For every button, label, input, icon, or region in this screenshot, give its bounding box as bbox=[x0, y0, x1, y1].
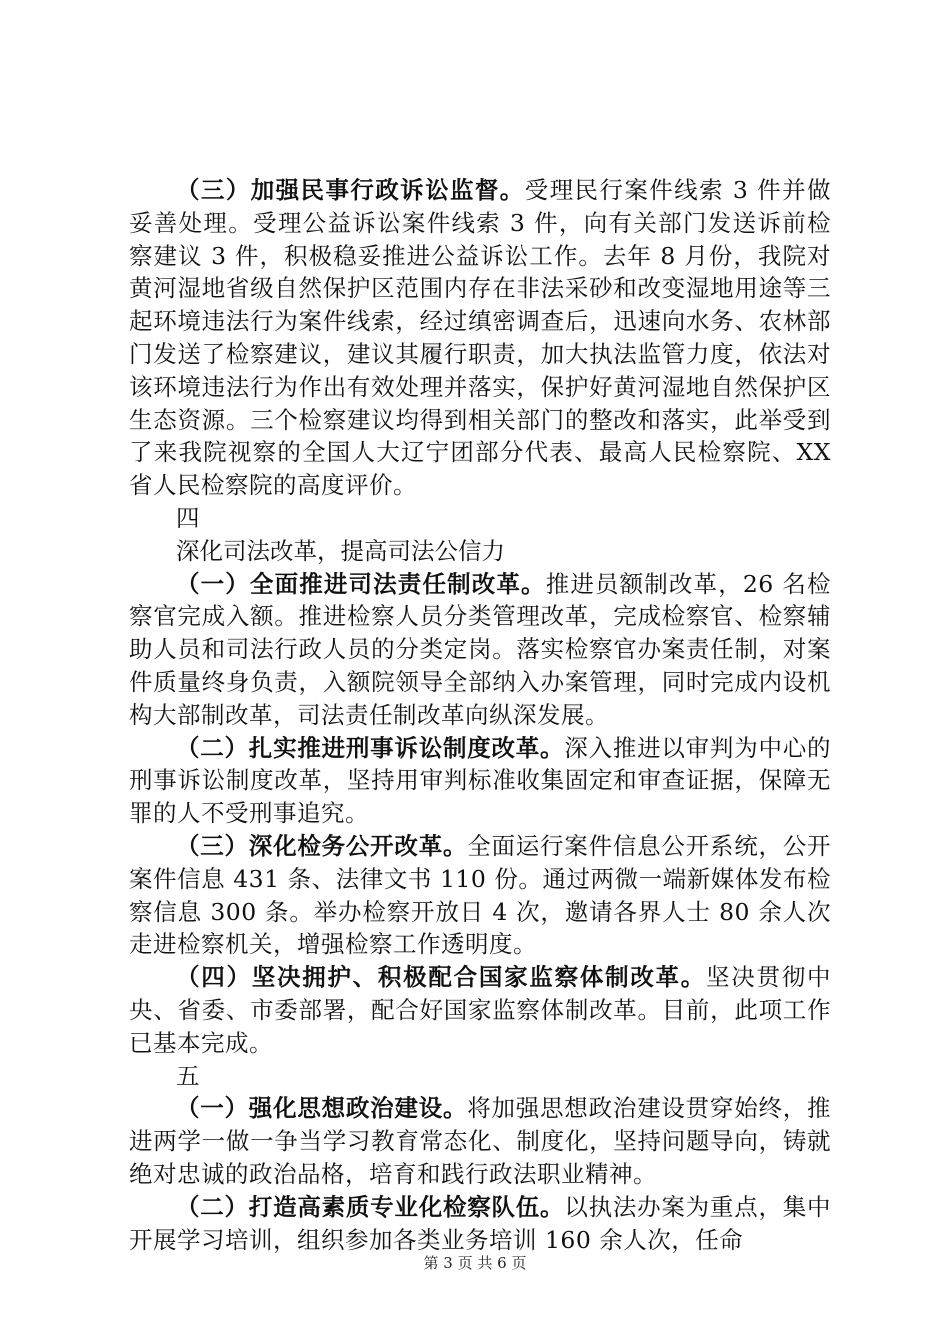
paragraph-heading: （二）扎实推进刑事诉讼制度改革。 bbox=[176, 733, 565, 762]
page-footer: 第 3 页 共 6 页 bbox=[423, 1254, 527, 1272]
section-number: 四 bbox=[176, 503, 200, 532]
paragraph-heading: （一）强化思想政治建设。 bbox=[176, 1094, 468, 1123]
paragraph-heading: （二）打造高素质专业化检察队伍。 bbox=[176, 1192, 565, 1221]
paragraph-judicial-responsibility bbox=[129, 568, 831, 732]
paragraph-heading: （四）坚决拥护、积极配合国家监察体制改革。 bbox=[176, 963, 707, 992]
paragraph-procuratorial-openness bbox=[129, 830, 831, 961]
paragraph-text: 以执法办案为重点，集中开展学习培训，组织参加各类业务培训 160 余人次，任命 bbox=[129, 1192, 832, 1254]
paragraph-heading: （一）全面推进司法责任制改革。 bbox=[176, 569, 546, 598]
paragraph-text: 将加强思想政治建设贯穿始终，推进两学一做一争当学习教育常态化、制度化，坚持问题导向，铸就绝对忠诚的政治品格，培育和践行政法职业精神。 bbox=[129, 1094, 832, 1188]
paragraph-text: 坚决贯彻中央、省委、市委部署，配合好国家监察体制改革。目前，此项工作已基本完成。 bbox=[129, 963, 832, 1057]
paragraph-supervision-reform bbox=[129, 961, 831, 1059]
paragraph-text: 全面运行案件信息公开系统，公开案件信息 431 条、法律文书 110 份。通过两微一端新媒体发布检察信息 300 条。举办检察开放日 4 次，邀请各界人士 80 余人次走进检察机关，增强检察工作透明度。 bbox=[129, 831, 832, 959]
paragraph-text: 推进员额制改革，26 名检察官完成入额。推进检察人员分类管理改革，完成检察官、检察辅助人员和司法行政人员的分类定岗。落实检察官办案责任制，对案件质量终身负责，入额院领导全部纳入办案管理，同时完成内设机构大部制改革，司法责任制改革向纵深发展。 bbox=[129, 569, 832, 729]
section-number: 五 bbox=[176, 1061, 200, 1090]
paragraph-criminal-procedure-reform bbox=[129, 732, 831, 830]
paragraph-text: 深入推进以审判为中心的刑事诉讼制度改革，坚持用审判标准收集固定和审查证据，保障无罪的人不受刑事追究。 bbox=[129, 733, 832, 828]
document-body bbox=[129, 174, 831, 1256]
paragraph-text: 受理民行案件线索 3 件并做妥善处理。受理公益诉讼案件线索 3 件，向有关部门发送诉前检察建议 3 件，积极稳妥推进公益诉讼工作。去年 8 月份，我院对黄河湿地省级自然保护区范围内存在非法采砂和改变湿地用途等三起环境违法行为案件线索，经过缜密调查后，迅速向水务、农林部门发送了检察建议，建议其履行职责，加大执法监管力度，依法对该环境违法行为作出有效处理并落实，保护好黄河湿地自然保护区生态资源。三个检察建议均得到相关部门的整改和落实，此举受到了来我院视察的全国人大辽宁团部分代表、最高人民检察院、XX 省人民检察院的高度评价。 bbox=[129, 176, 831, 500]
paragraph-heading: （三）加强民事行政诉讼监督。 bbox=[176, 176, 525, 204]
paragraph-civil-admin-supervision bbox=[129, 174, 831, 502]
section-title: 深化司法改革，提高司法公信力 bbox=[176, 536, 505, 565]
paragraph-heading: （三）深化检务公开改革。 bbox=[176, 831, 468, 860]
paragraph-professional-team bbox=[129, 1191, 831, 1257]
paragraph-political-building bbox=[129, 1092, 831, 1190]
